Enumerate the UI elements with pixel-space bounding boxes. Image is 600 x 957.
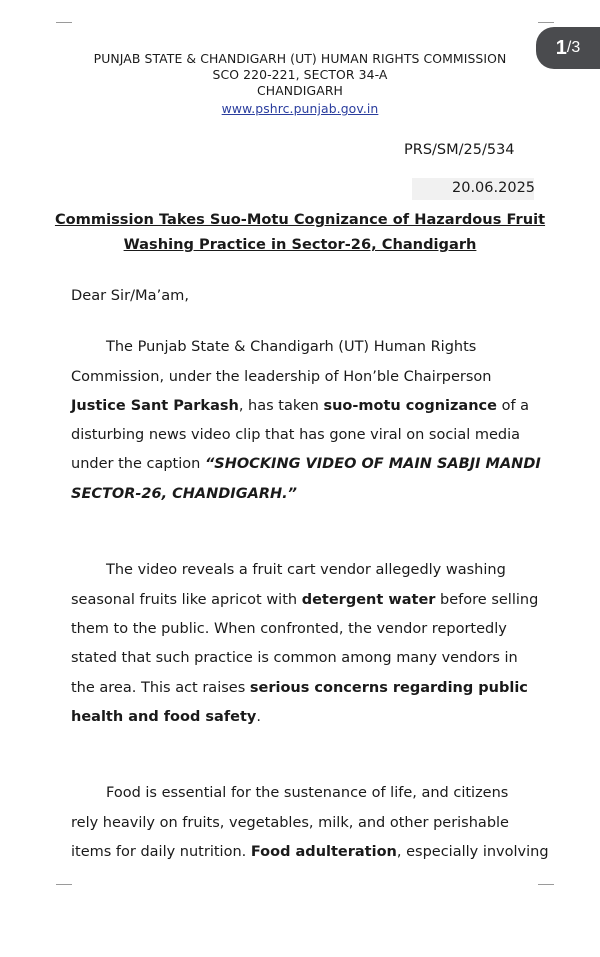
- para3-line: rely heavily on fruits, vegetables, milk, and other perishable: [71, 815, 509, 831]
- subject-line-2: Washing Practice in Sector-26, Chandigarh: [123, 236, 477, 253]
- video-caption: SECTOR-26, CHANDIGARH.”: [71, 486, 297, 502]
- page-total: /3: [566, 39, 581, 56]
- letterhead-website-row: [0, 101, 600, 116]
- para1-line: The Punjab State & Chandigarh (UT) Human Rights: [106, 339, 477, 355]
- para1-line: Commission, under the leadership of Hon’ble Chairperson: [71, 369, 492, 385]
- emphasis-text: suo-motu cognizance: [323, 398, 497, 414]
- para1-line: Justice Sant Parkash, has taken suo-motu cognizance of a: [71, 398, 530, 414]
- para2-line: stated that such practice is common among many vendors in: [71, 650, 518, 666]
- para1-line: [71, 485, 297, 503]
- website-link[interactable]: www.pshrc.punjab.gov.in: [221, 101, 379, 116]
- letterhead-organization: PUNJAB STATE & CHANDIGARH (UT) HUMAN RIGHTS COMMISSION: [93, 51, 507, 66]
- crop-mark-bottom-right: [538, 884, 554, 885]
- reference-number: PRS/SM/25/534: [404, 142, 515, 158]
- letterhead-address: SCO 220-221, SECTOR 34-A: [212, 67, 388, 82]
- emphasis-text: Food adulteration: [250, 844, 397, 860]
- emphasis-text: health and food safety: [71, 709, 257, 725]
- emphasis-text: detergent water: [301, 592, 436, 608]
- para2-line: the area. This act raises serious concerns regarding public: [71, 680, 528, 696]
- para1-line: disturbing news video clip that has gone viral on social media: [71, 427, 521, 443]
- emphasis-text: serious concerns regarding public: [249, 680, 528, 696]
- para3-line: items for daily nutrition. Food adulteration, especially involving: [71, 844, 549, 860]
- salutation: Dear Sir/Ma’am,: [71, 287, 190, 304]
- letter-date: 20.06.2025: [452, 180, 536, 196]
- para2-line: them to the public. When confronted, the vendor reportedly: [71, 621, 507, 637]
- letterhead-city: CHANDIGARH: [257, 83, 343, 98]
- para3-line: Food is essential for the sustenance of life, and citizens: [106, 785, 509, 801]
- crop-mark-bottom-left: [56, 884, 72, 885]
- chairperson-name: Justice Sant Parkash: [71, 398, 239, 414]
- para2-line: seasonal fruits like apricot with detergent water before selling: [71, 592, 539, 608]
- subject-line-1: Commission Takes Suo-Motu Cognizance of Hazardous Fruit: [54, 211, 546, 228]
- para2-line: The video reveals a fruit cart vendor allegedly washing: [106, 562, 506, 578]
- video-caption: “SHOCKING VIDEO OF MAIN SABJI MANDI: [204, 456, 541, 472]
- crop-mark-top-right: [538, 22, 554, 23]
- page-current: 1: [555, 36, 567, 59]
- para2-line: health and food safety.: [71, 709, 261, 725]
- para1-line: under the caption “SHOCKING VIDEO OF MAIN SABJI MANDI: [71, 456, 541, 472]
- crop-mark-top-left: [56, 22, 72, 23]
